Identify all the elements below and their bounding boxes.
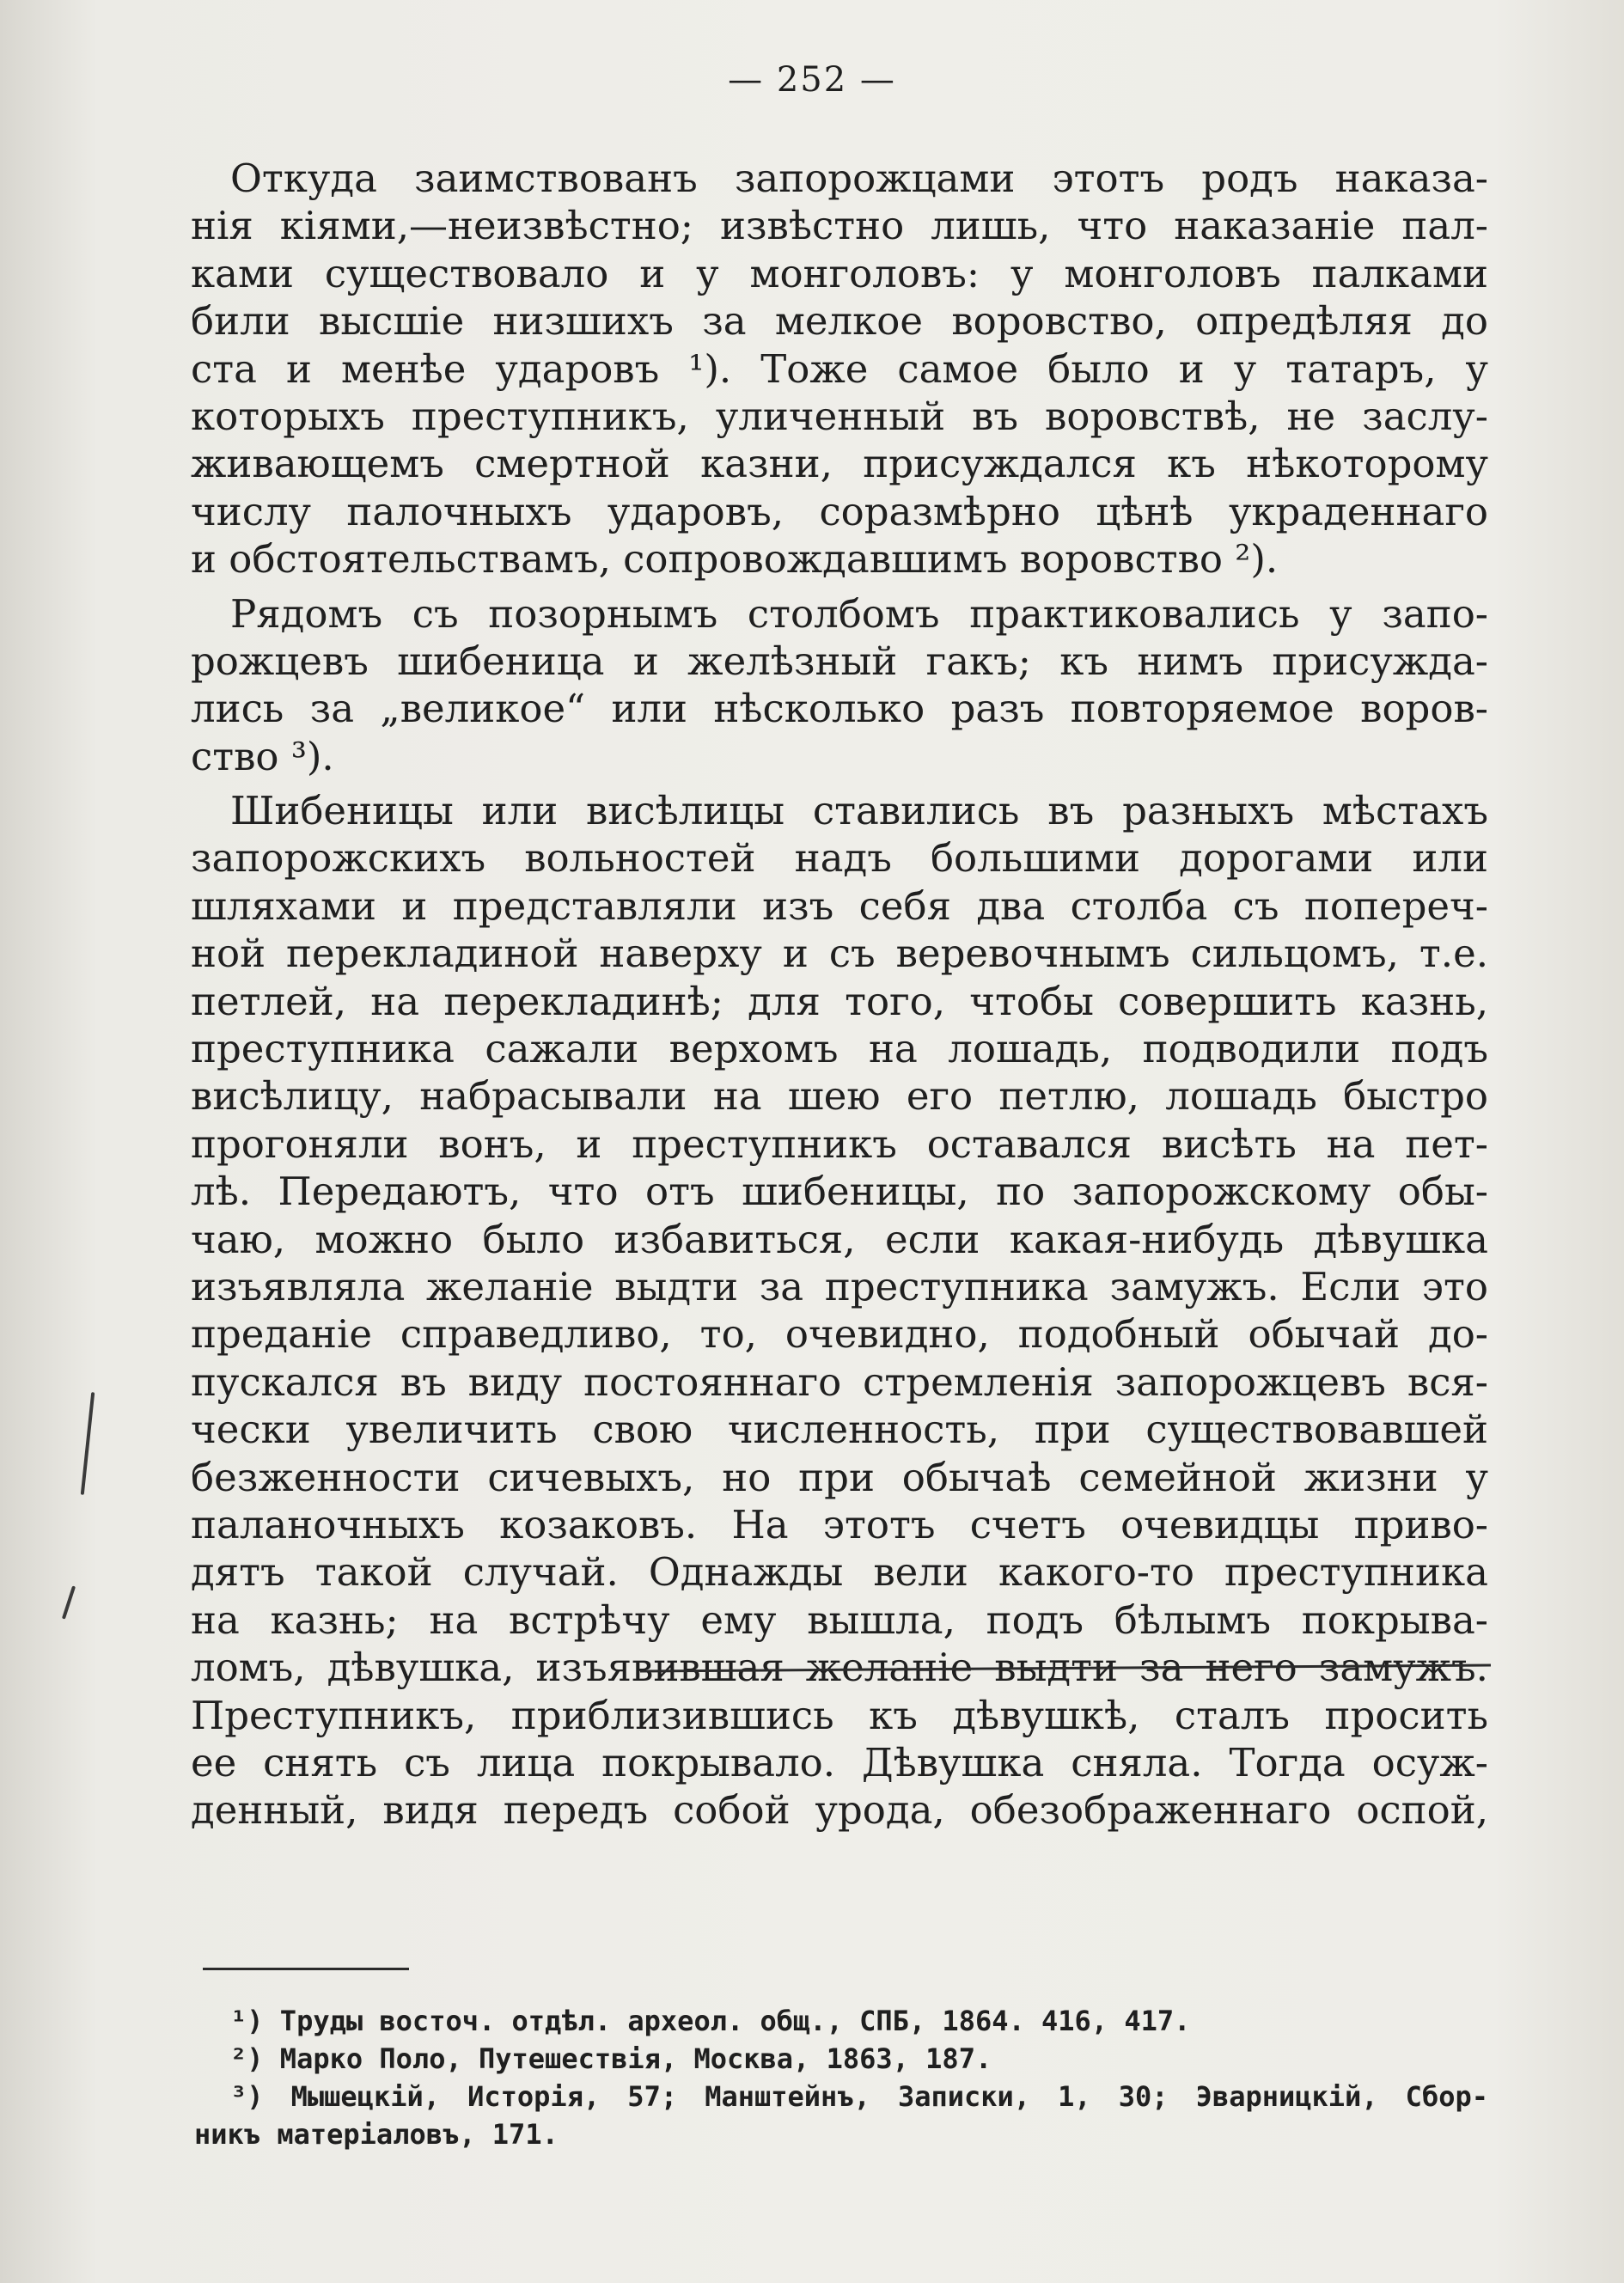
text-line: на казнь; на встрѣчу ему вышла, подъ бѣлымъ покрыва- (191, 1596, 1488, 1643)
footnote: никъ матеріаловъ, 171. (194, 2118, 559, 2151)
text-line: числу палочныхъ ударовъ, соразмѣрно цѣнѣ украденнаго (191, 488, 1488, 534)
footnotes (191, 2002, 1488, 2153)
text-line: Шибеницы или висѣлицы ставились въ разныхъ мѣстахъ (230, 788, 1488, 834)
text-line: живающемъ смертной казни, присуждался къ нѣкоторому (191, 441, 1488, 487)
text-line: нія кіями,—неизвѣстно; извѣстно лишь, что наказаніе пал- (191, 203, 1488, 249)
text-line: ломъ, дѣвушка, изъявившая желаніе выдти за него замужъ. (191, 1645, 1488, 1691)
text-line: лѣ. Передаютъ, что отъ шибеницы, по запорожскому обы- (191, 1169, 1488, 1215)
text-line: Откуда заимствованъ запорожцами этотъ родъ наказа- (230, 156, 1488, 201)
margin-pencil-mark (62, 1585, 76, 1619)
margin-pencil-mark (81, 1392, 95, 1495)
text-line: ее снять съ лица покрывало. Дѣвушка сняла. Тогда осуж- (191, 1739, 1488, 1786)
text-line: били высшіе низшихъ за мелкое воровство, опредѣляя до (191, 298, 1488, 345)
text-line: пускался въ виду постояннаго стремленія запорожцевъ вся- (191, 1358, 1488, 1405)
text-line: денный, видя передъ собой урода, обезображеннаго оспой, (191, 1787, 1488, 1834)
text-line: которыхъ преступникъ, уличенный въ воровствѣ, не заслу- (191, 393, 1488, 439)
text-line: Рядомъ съ позорнымъ столбомъ практиковались у запо- (230, 590, 1488, 637)
text-line: Преступникъ, приблизившись къ дѣвушкѣ, сталъ просить (191, 1692, 1488, 1738)
text-line: запорожскихъ вольностей надъ большими дорогами или (191, 835, 1488, 882)
footnote: ³) Мышецкій, Исторія, 57; Манштейнъ, Записки, 1, 30; Эварницкій, Сбор- (230, 2080, 1488, 2113)
text-line: преданіе справедливо, то, очевидно, подобный обычай до- (191, 1311, 1488, 1358)
text-line: висѣлицу, набрасывали на шею его петлю, лошадь быстро (191, 1073, 1488, 1120)
text-line: шляхами и представляли изъ себя два столба съ попереч- (191, 882, 1488, 929)
text-line: прогоняли вонъ, и преступникъ оставался висѣть на пет- (191, 1120, 1488, 1167)
text-line: безженности сичевыхъ, но при обычаѣ семейной жизни у (191, 1454, 1488, 1500)
text-line: паланочныхъ козаковъ. На этотъ счетъ очевидцы приво- (191, 1501, 1488, 1547)
text-line: лись за „великое“ или нѣсколько разъ повторяемое воров- (191, 686, 1488, 732)
text-line: преступника сажали верхомъ на лошадь, подводили подъ (191, 1026, 1488, 1072)
text-line: изъявляла желаніе выдти за преступника замужъ. Если это (191, 1263, 1488, 1309)
text-line: петлей, на перекладинѣ; для того, чтобы совершить казнь, (191, 978, 1488, 1024)
footnote: ¹) Труды восточ. отдѣл. археол. общ., СПБ, 1864. 416, 417. (230, 2005, 1191, 2037)
text-line: и обстоятельствамъ, сопровождавшимъ воровство ²). (191, 536, 1279, 583)
text-line: дятъ такой случай. Однажды вели какого-то преступника (191, 1549, 1488, 1596)
body-text (191, 155, 1488, 1834)
text-line: ста и менѣе ударовъ ¹). Тоже самое было и у татаръ, у (191, 345, 1488, 392)
text-line: ками существовало и у монголовъ: у монголовъ палками (191, 250, 1488, 296)
footnote: ²) Марко Поло, Путешествія, Москва, 1863, 187. (230, 2042, 992, 2075)
text-line: чески увеличить свою численность, при существовавшей (191, 1407, 1488, 1453)
text-line: чаю, можно было избавиться, если какая-нибудь дѣвушка (191, 1216, 1488, 1262)
footnote-rule (203, 1968, 409, 1970)
page-number: — 252 — (728, 60, 896, 100)
text-line: ной перекладиной наверху и съ веревочнымъ сильцомъ, т.е. (191, 931, 1488, 977)
text-line: рожцевъ шибеница и желѣзный гакъ; къ нимъ присужда- (191, 638, 1488, 684)
text-line: ство ³). (191, 733, 334, 779)
